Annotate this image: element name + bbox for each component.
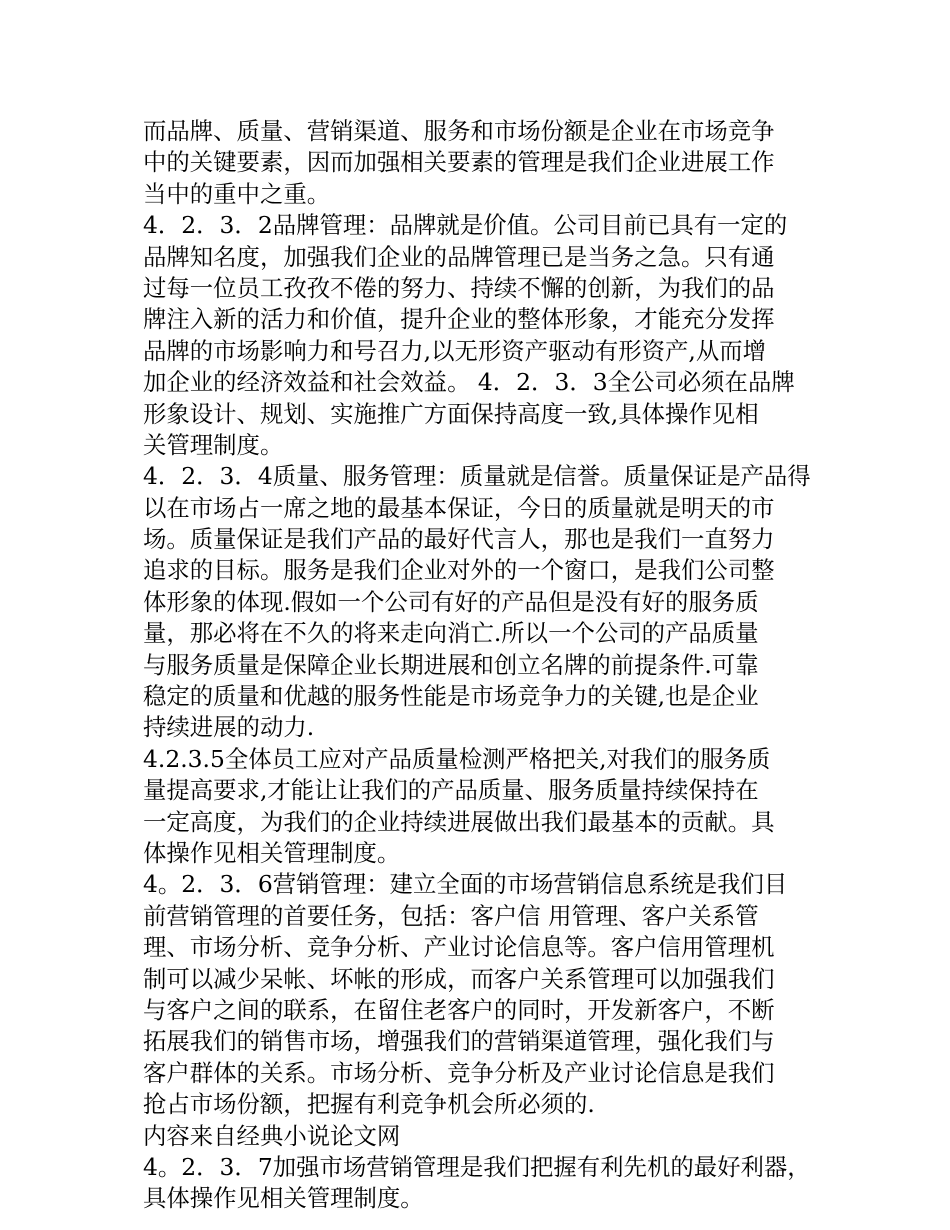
text-line: 品牌的市场影响力和号召力,以无形资产驱动有形资产,从而增: [143, 336, 767, 365]
text-line: 关管理制度。: [143, 430, 284, 459]
text-line: 中的关键要素，因而加强相关要素的管理是我们企业进展工作: [143, 148, 775, 177]
text-line: 体形象的体现.假如一个公司有好的产品但是没有好的服务质: [143, 587, 759, 616]
text-line: 追求的目标。服务是我们企业对外的一个窗口，是我们公司整: [143, 556, 775, 585]
text-line: 拓展我们的销售市场，增强我们的营销渠道管理，强化我们与: [143, 1027, 775, 1056]
text-line: 形象设计、规划、实施推广方面保持高度一致,具体操作见相: [143, 399, 759, 428]
text-line: 稳定的质量和优越的服务性能是市场竞争力的关键,也是企业: [143, 682, 759, 711]
text-line: 4．2．3．2品牌管理：品牌就是价值。公司目前已具有一定的: [143, 211, 788, 240]
text-line: 持续进展的动力.: [143, 713, 315, 742]
text-line: 品牌知名度，加强我们企业的品牌管理已是当务之急。只有通: [143, 242, 775, 271]
text-line: 客户群体的关系。市场分析、竞争分析及产业讨论信息是我们: [143, 1058, 775, 1087]
text-line: 过每一位员工孜孜不倦的努力、持续不懈的创新，为我们的品: [143, 273, 775, 302]
text-line: 而品牌、质量、营销渠道、服务和市场份额是企业在市场竞争: [143, 117, 775, 145]
text-line: 4.2.3.5全体员工应对产品质量检测严格把关,对我们的服务质: [143, 744, 771, 773]
text-line: 与客户之间的联系，在留住老客户的同时，开发新客户，不断: [143, 995, 775, 1024]
text-line: 具体操作见相关管理制度。: [143, 1184, 424, 1213]
text-line: 以在市场占一席之地的最基本保证，今日的质量就是明天的市: [143, 493, 775, 522]
text-line: 理、市场分析、竞争分析、产业讨论信息等。客户信用管理机: [143, 933, 775, 962]
text-line: 当中的重中之重。: [143, 179, 331, 208]
text-line: 量，那必将在不久的将来走向消亡.所以一个公司的产品质量: [143, 619, 759, 648]
text-line: 加企业的经济效益和社会效益。 4．2．3．3全公司必须在品牌: [143, 368, 795, 397]
text-line: 4。2．3．6营销管理：建立全面的市场营销信息系统是我们目: [143, 870, 788, 899]
text-line: 4。2．3．7加强市场营销管理是我们把握有利先机的最好利器，: [143, 1152, 811, 1181]
text-line: 与服务质量是保障企业长期进展和创立名牌的前提条件.可靠: [143, 650, 759, 679]
text-line: 4．2．3．4质量、服务管理：质量就是信誉。质量保证是产品得: [143, 462, 811, 491]
text-line: 量提高要求,才能让让我们的产品质量、服务质量持续保持在: [143, 776, 759, 805]
text-line: 抢占市场份额，把握有利竞争机会所必须的.: [143, 1090, 595, 1119]
text-line: 内容来自经典小说论文网: [143, 1121, 401, 1150]
document-body: [143, 116, 813, 1215]
text-line: 前营销管理的首要任务，包括：客户信 用管理、客户关系管: [143, 901, 759, 930]
text-line: 体操作见相关管理制度。: [143, 838, 401, 867]
text-line: 一定高度，为我们的企业持续进展做出我们最基本的贡献。具: [143, 807, 775, 836]
text-line: 场。质量保证是我们产品的最好代言人，那也是我们一直努力: [143, 525, 775, 554]
text-line: 制可以减少呆帐、坏帐的形成，而客户关系管理可以加强我们: [143, 964, 775, 993]
text-line: 牌注入新的活力和价值，提升企业的整体形象，才能充分发挥: [143, 305, 775, 334]
